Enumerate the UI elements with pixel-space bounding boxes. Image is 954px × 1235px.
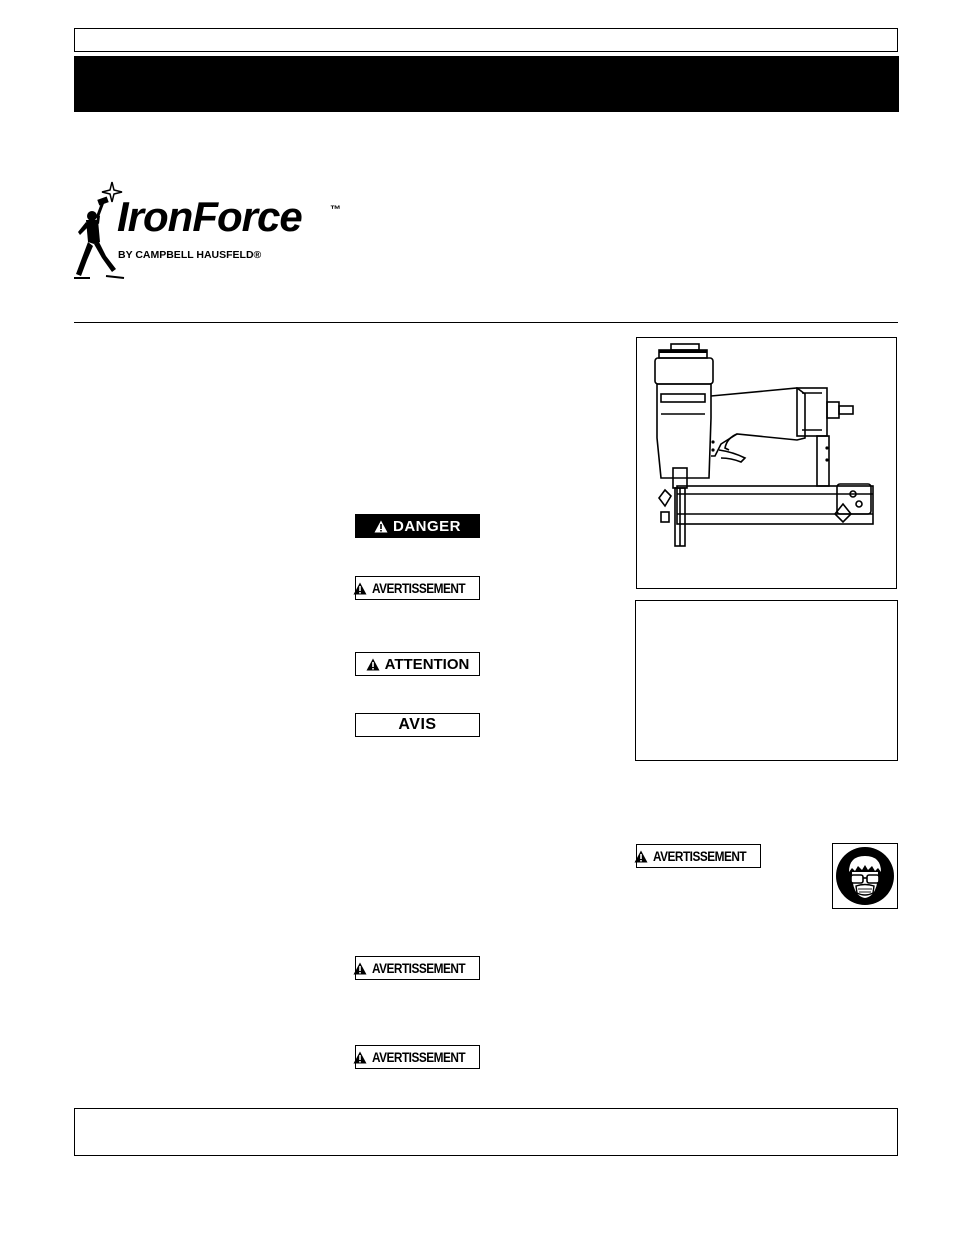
warning-triangle-icon [634,850,648,863]
warning-triangle-icon [353,582,367,595]
title-band [74,56,899,112]
brad-nailer-illustration [637,338,896,588]
warning-triangle-icon [366,658,380,671]
logo-wordmark: IronForce [117,193,302,240]
ppe-icon-box [832,843,898,909]
info-box [635,600,898,761]
danger-label [355,514,480,538]
logo-trademark: ™ [330,204,341,216]
avertissement-label-text: AVERTISSEMENT [371,580,466,596]
footer-box [74,1108,898,1156]
avis-label-text: AVIS [398,716,437,733]
safety-glasses-mask-icon [835,846,895,906]
section-rule [74,322,898,323]
attention-label [355,652,480,676]
avertissement-label-right-text: AVERTISSEMENT [652,848,747,864]
avertissement-label-2 [355,956,480,980]
avertissement-label-3-text: AVERTISSEMENT [371,1049,466,1065]
ironforce-logo [72,180,362,285]
tool-illustration-box [636,337,897,589]
header-strip [74,28,898,52]
avertissement-label-right [636,844,761,868]
avertissement-label-2-text: AVERTISSEMENT [371,960,466,976]
warning-triangle-icon [353,1051,367,1064]
logo-byline: BY CAMPBELL HAUSFELD® [118,249,262,261]
warning-triangle-icon [353,962,367,975]
warning-triangle-icon [374,520,388,533]
avis-label [355,713,480,737]
danger-label-text: DANGER [392,517,461,535]
attention-label-text: ATTENTION [384,655,470,673]
avertissement-label-3 [355,1045,480,1069]
avertissement-label [355,576,480,600]
